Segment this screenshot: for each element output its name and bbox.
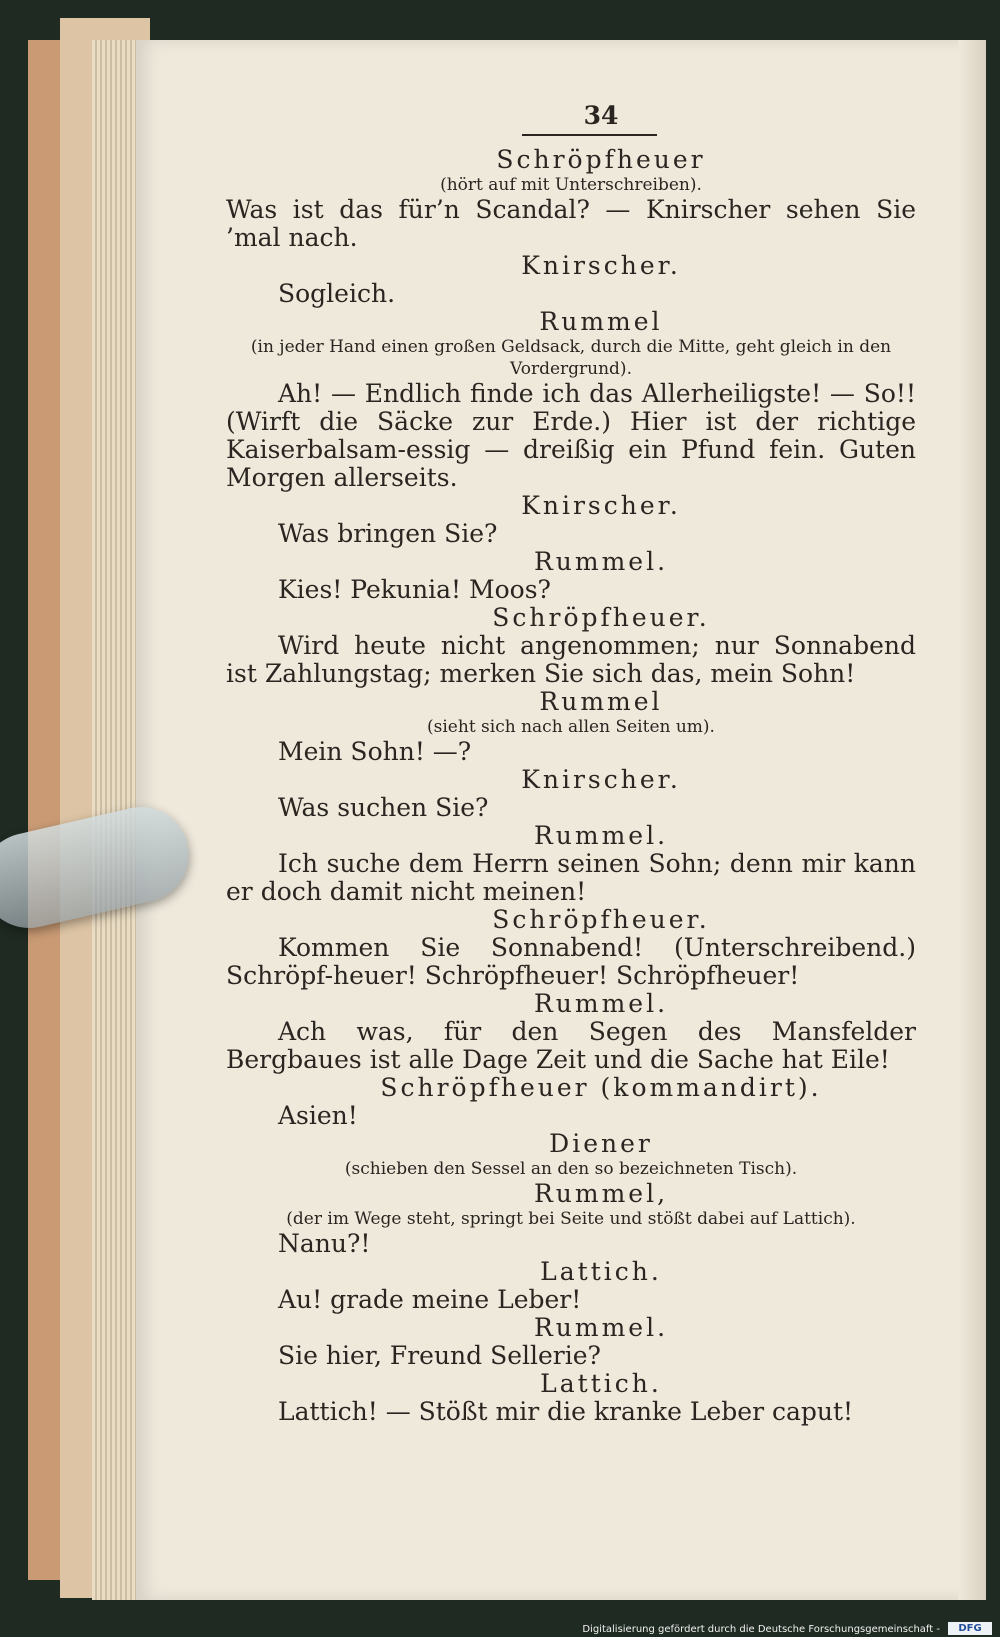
stage-direction: (der im Wege steht, springt bei Seite und stößt dabei auf Lattich). [286,1209,856,1229]
digitization-credit: Digitalisierung gefördert durch die Deutsche Forschungsgemeinschaft - [582,1624,940,1635]
dialogue-line: Au! grade meine Leber! [278,1285,582,1314]
speaker-name: Rummel. [533,1313,669,1342]
dialogue-line: Ach was, für den Segen des Mansfelder Bergbaues ist alle Dage Zeit und die Sache hat Eile! [226,1017,916,1074]
speaker-name: Lattich. [540,1257,662,1286]
stage-direction: (in jeder Hand einen großen Geldsack, durch die Mitte, geht gleich in den Vordergrund). [250,337,892,379]
dialogue-line: Was bringen Sie? [278,519,498,548]
speaker-name: Diener [549,1129,653,1158]
page-number-rule [522,134,657,136]
dialogue-line: Wird heute nicht angenommen; nur Sonnabend ist Zahlungstag; merken Sie sich das, mein Sohn! [226,631,916,688]
dialogue-line: Was suchen Sie? [278,793,489,822]
stage-direction: (schieben den Sessel an den so bezeichneten Tisch). [344,1159,798,1179]
stage-direction: (sieht sich nach allen Seiten um). [427,717,715,737]
dialogue-line: Mein Sohn! —? [278,737,472,766]
dialogue-line: Kies! Pekunia! Moos? [278,575,551,604]
footer-bar [0,1619,1000,1637]
dialogue-line: Asien! [278,1101,358,1130]
speaker-name: Schröpfheuer (kommandirt). [380,1073,822,1102]
dialogue-line: Was ist das für’n Scandal? — Knirscher sehen Sie ’mal nach. [226,195,916,252]
speaker-name: Knirscher. [521,491,681,520]
speaker-name: Rummel [539,307,663,336]
play-text [226,146,916,1426]
dialogue-line: Ah! — Endlich finde ich das Allerheiligste! — So!! (Wirft die Säcke zur Erde.) Hier ist der richtige Kaiserbalsam-essig — dreißig ein Pfund fein. Guten Morgen allerseits. [226,379,916,492]
speaker-name: Rummel, [533,1179,669,1208]
dialogue-line: Sogleich. [278,279,396,308]
speaker-name: Knirscher. [521,765,681,794]
page-gutter [958,40,986,1600]
page-content [226,100,916,1426]
stage-direction: (hört auf mit Unterschreiben). [440,175,702,195]
book-page [136,40,986,1600]
speaker-name: Schröpfheuer [496,145,706,174]
dialogue-line: Nanu?! [278,1229,371,1258]
dialogue-line: Sie hier, Freund Sellerie? [278,1341,601,1370]
dfg-logo: DFG [948,1622,992,1635]
dialogue-line: Ich suche dem Herrn seinen Sohn; denn mir kann er doch damit nicht meinen! [226,849,916,906]
dialogue-line: Kommen Sie Sonnabend! (Unterschreibend.) Schröpf-heuer! Schröpfheuer! Schröpfheuer! [226,933,916,990]
speaker-name: Knirscher. [521,251,681,280]
page-number: 34 [583,101,619,130]
speaker-name: Rummel. [533,547,669,576]
speaker-name: Schröpfheuer. [492,603,710,632]
speaker-name: Rummel. [533,989,669,1018]
dialogue-line: Lattich! — Stößt mir die kranke Leber caput! [278,1397,854,1426]
speaker-name: Schröpfheuer. [492,905,710,934]
speaker-name: Rummel [539,687,663,716]
speaker-name: Rummel. [533,821,669,850]
speaker-name: Lattich. [540,1369,662,1398]
